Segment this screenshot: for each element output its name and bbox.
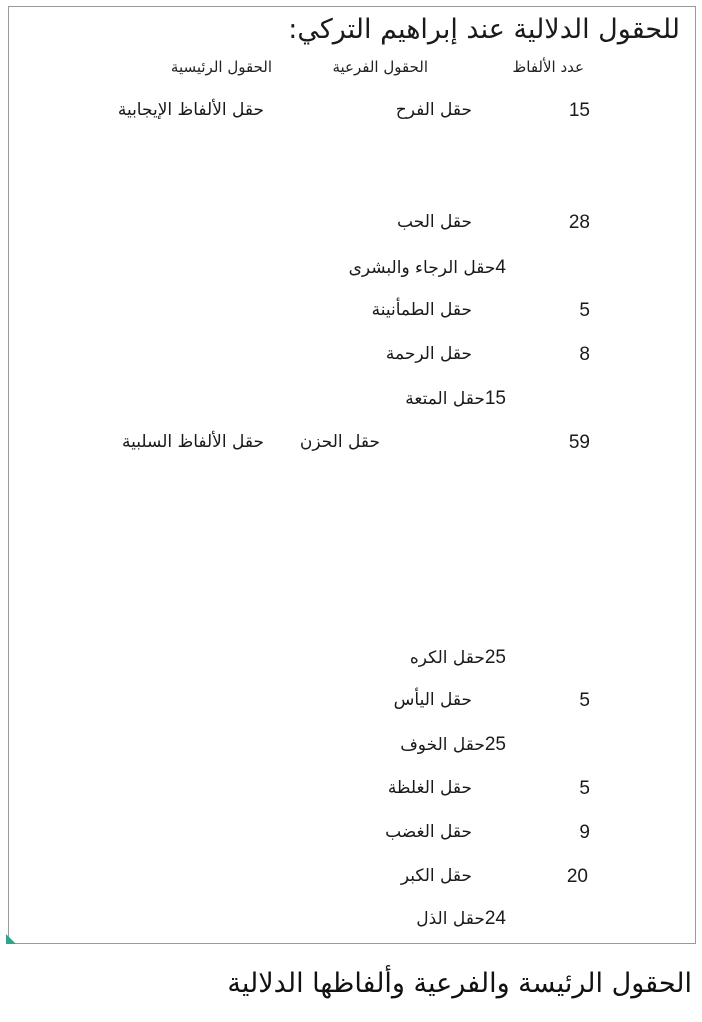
header-subfields: الحقول الفرعية — [332, 58, 428, 76]
field-anger: حقل الغضب — [385, 822, 472, 842]
row-humiliation — [416, 908, 506, 930]
corner-mark — [6, 934, 16, 944]
main-field-positive: حقل الألفاظ الإيجابية — [117, 100, 264, 120]
count-despair: 5 — [579, 690, 590, 711]
field-joy: حقل الفرح — [395, 100, 472, 120]
count-mercy: 8 — [579, 344, 590, 365]
count-tranquility: 5 — [579, 300, 590, 321]
count-anger: 9 — [579, 822, 590, 843]
field-despair: حقل اليأس — [393, 690, 472, 710]
count-harshness: 5 — [579, 778, 590, 799]
count-pleasure: 15 — [484, 388, 506, 409]
field-fear: حقل الخوف — [400, 735, 485, 755]
field-sadness: حقل الحزن — [299, 432, 380, 452]
count-arrogance: 20 — [566, 866, 588, 887]
main-field-negative: حقل الألفاظ السلبية — [122, 432, 264, 452]
field-arrogance: حقل الكبر — [400, 866, 472, 886]
field-tranquility: حقل الطمأنينة — [371, 300, 472, 320]
field-humiliation: حقل الذل — [416, 909, 485, 929]
field-mercy: حقل الرحمة — [385, 344, 472, 364]
row-hope — [349, 257, 506, 279]
count-humiliation: 24 — [484, 908, 506, 929]
row-fear — [400, 734, 506, 756]
field-hatred: حقل الكره — [409, 648, 485, 668]
field-hope: حقل الرجاء والبشرى — [348, 258, 496, 278]
count-sadness: 59 — [568, 432, 590, 453]
document-frame — [8, 6, 696, 944]
header-main-fields: الحقول الرئيسية — [170, 58, 272, 76]
count-fear: 25 — [484, 734, 506, 755]
count-love: 28 — [568, 212, 590, 233]
figure-caption: الحقول الرئيسة والفرعية وألفاظها الدلالية — [227, 968, 692, 999]
count-hatred: 25 — [484, 647, 506, 668]
field-harshness: حقل الغلظة — [387, 778, 472, 798]
document-title: للحقول الدلالية عند إبراهيم التركي: — [288, 14, 680, 45]
header-count: عدد الألفاظ — [512, 58, 584, 76]
count-joy: 15 — [568, 100, 590, 121]
row-pleasure — [405, 388, 506, 410]
count-hope: 4 — [495, 257, 506, 278]
field-pleasure: حقل المتعة — [405, 389, 485, 409]
row-hatred — [410, 647, 506, 669]
field-love: حقل الحب — [397, 212, 472, 232]
